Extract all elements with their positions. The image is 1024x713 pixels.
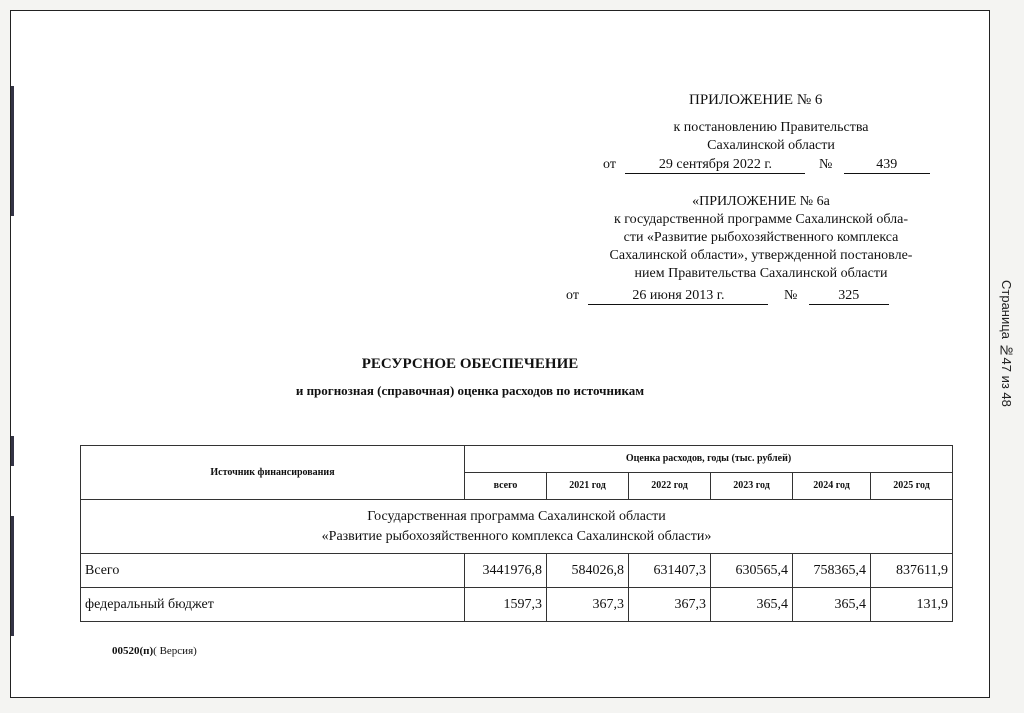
document-footer xyxy=(112,645,197,657)
document-version: ( Версия) xyxy=(153,645,197,657)
number-label: № xyxy=(783,288,798,303)
appendix-6a-line: нием Правительства Сахалинской области xyxy=(634,266,888,281)
scan-edge-mark xyxy=(11,86,14,216)
value-cell: 1597,3 xyxy=(465,588,547,622)
appendix-6a-line: «ПРИЛОЖЕНИЕ № 6а xyxy=(692,194,830,209)
row-label: Всего xyxy=(81,554,465,588)
document-code: 00520(п) xyxy=(112,645,154,657)
program-name-line: Государственная программа Сахалинской области xyxy=(367,508,666,524)
program-name-line: «Развитие рыбохозяйственного комплекса Сахалинской области» xyxy=(321,528,712,544)
program-name-cell xyxy=(81,500,953,554)
program-row xyxy=(81,500,953,554)
decree-line: к постановлению Правительства xyxy=(673,120,869,135)
column-header: 2024 год xyxy=(793,473,871,500)
value-cell: 367,3 xyxy=(629,588,711,622)
orig-decree-number: 325 xyxy=(809,288,889,305)
column-header: 2025 год xyxy=(871,473,953,500)
value-cell: 3441976,8 xyxy=(465,554,547,588)
table-header-row xyxy=(81,446,953,473)
appendix-title: ПРИЛОЖЕНИЕ № 6 xyxy=(689,92,823,108)
resource-table xyxy=(80,445,953,622)
value-cell: 365,4 xyxy=(711,588,793,622)
value-cell: 630565,4 xyxy=(711,554,793,588)
value-cell: 365,4 xyxy=(793,588,871,622)
row-label: федеральный бюджет xyxy=(81,588,465,622)
page-counter: Страница №47 из 48 xyxy=(999,280,1014,407)
decree-date: 29 сентября 2022 г. xyxy=(625,157,805,174)
document-subtitle: и прогнозная (справочная) оценка расходов по источникам xyxy=(295,383,645,398)
value-cell: 758365,4 xyxy=(793,554,871,588)
column-header: 2021 год xyxy=(547,473,629,500)
value-cell: 631407,3 xyxy=(629,554,711,588)
orig-decree-date-line xyxy=(566,287,906,305)
from-label: от xyxy=(603,157,616,172)
appendix-6a-line: сти «Развитие рыбохозяйственного комплекса xyxy=(623,230,899,245)
number-label: № xyxy=(818,157,833,172)
orig-decree-date: 26 июня 2013 г. xyxy=(588,288,768,305)
document-title: РЕСУРСНОЕ ОБЕСПЕЧЕНИЕ xyxy=(361,356,579,372)
decree-reference xyxy=(601,119,941,155)
column-header: 2023 год xyxy=(711,473,793,500)
appendix-6a-block xyxy=(571,193,951,283)
decree-number: 439 xyxy=(844,157,930,174)
appendix-6a-line: Сахалинской области», утвержденной постановле- xyxy=(609,248,913,263)
estimate-header: Оценка расходов, годы (тыс. рублей) xyxy=(465,446,953,473)
appendix-6a-line: к государственной программе Сахалинской обла- xyxy=(613,212,909,227)
scan-edge-mark xyxy=(11,436,14,466)
column-header: 2022 год xyxy=(629,473,711,500)
value-cell: 131,9 xyxy=(871,588,953,622)
value-cell: 584026,8 xyxy=(547,554,629,588)
value-cell: 367,3 xyxy=(547,588,629,622)
scan-edge-mark xyxy=(11,516,14,636)
from-label: от xyxy=(566,288,579,303)
source-header: Источник финансирования xyxy=(81,446,465,500)
column-header: всего xyxy=(465,473,547,500)
table-row xyxy=(81,588,953,622)
decree-date-line xyxy=(603,156,943,174)
value-cell: 837611,9 xyxy=(871,554,953,588)
table-row xyxy=(81,554,953,588)
decree-line: Сахалинской области xyxy=(707,138,835,153)
